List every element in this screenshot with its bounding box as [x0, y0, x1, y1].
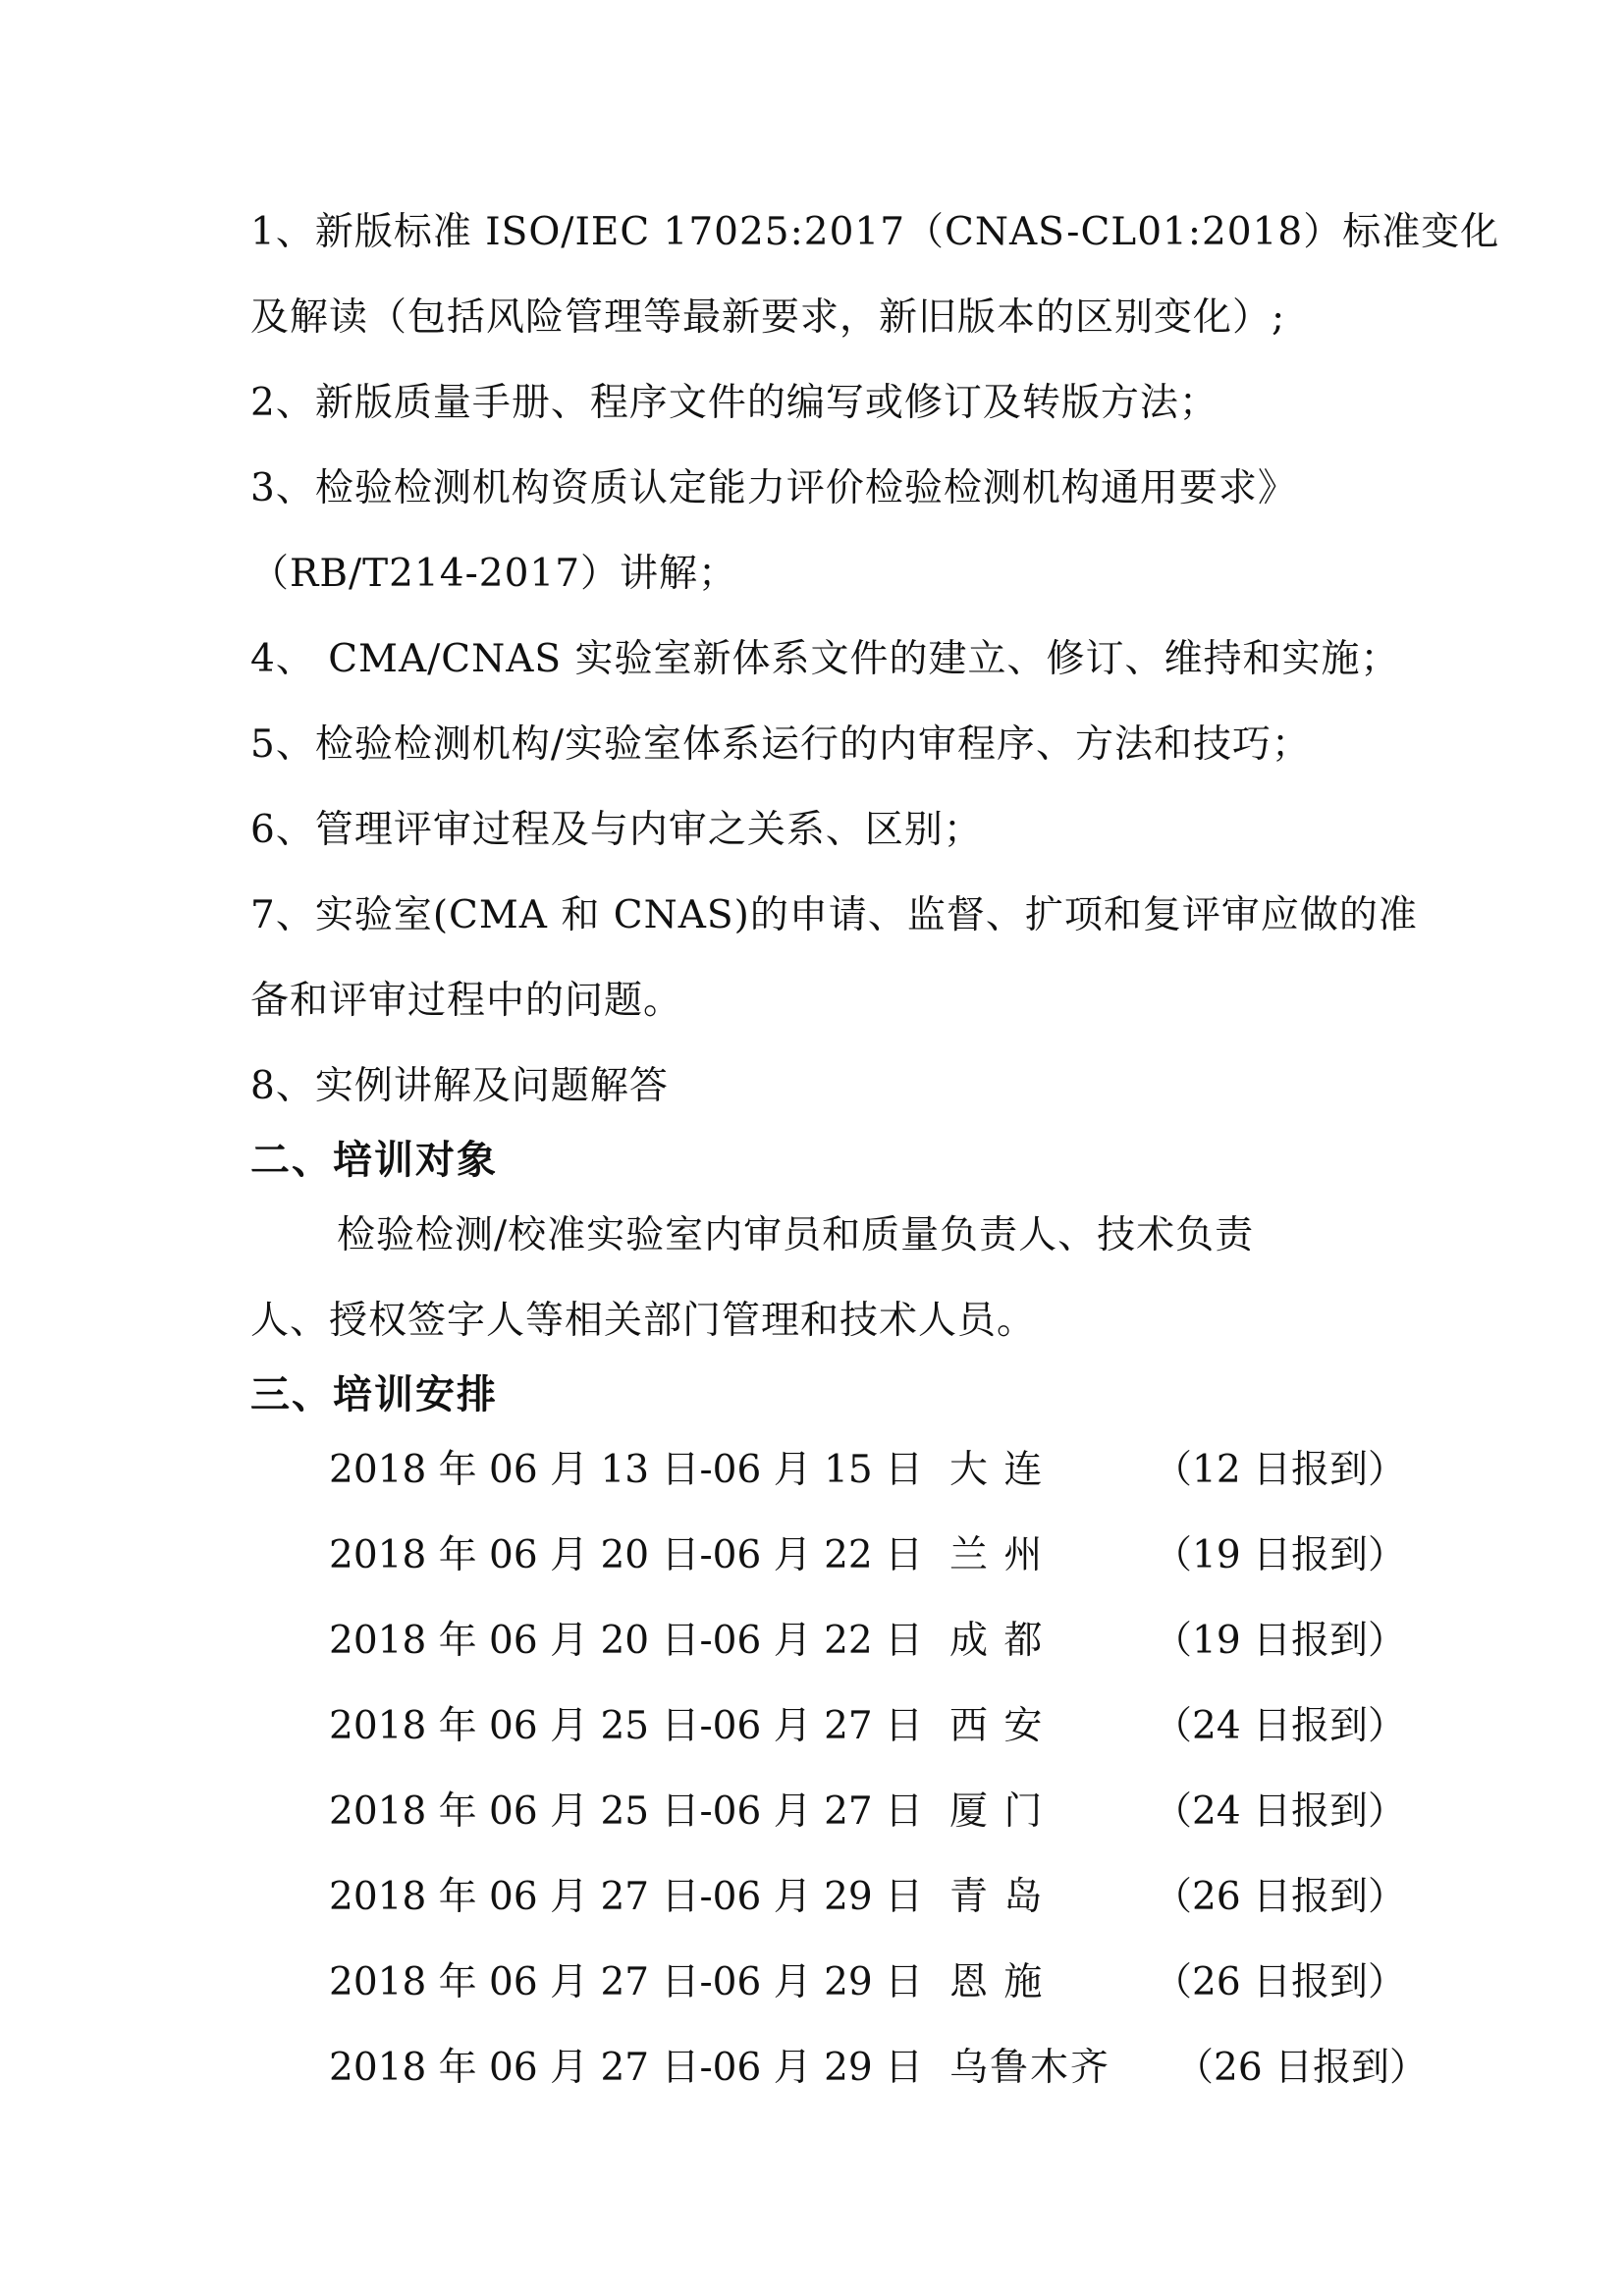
section-two-heading: 二、培训对象 [250, 1138, 498, 1183]
schedule-date: 2018 年 06 月 25 日-06 月 27 日 [329, 1704, 924, 1748]
schedule-checkin-note: （26 日报到） [1154, 1960, 1407, 2004]
content-item-7-cont: 备和评审过程中的问题。 [250, 979, 683, 1023]
schedule-row [329, 1789, 1419, 1836]
schedule-row [329, 1874, 1419, 1921]
schedule-date: 2018 年 06 月 20 日-06 月 22 日 [329, 1533, 924, 1577]
schedule-checkin-note: （19 日报到） [1154, 1533, 1407, 1577]
content-item-6: 6、管理评审过程及与内审之关系、区别； [250, 808, 983, 852]
schedule-date: 2018 年 06 月 27 日-06 月 29 日 [329, 2046, 924, 2090]
schedule-city: 恩 施 [949, 1960, 1045, 2004]
schedule-checkin-note: （12 日报到） [1154, 1448, 1407, 1492]
content-item-2: 2、新版质量手册、程序文件的编写或修订及转版方法； [250, 381, 1218, 425]
schedule-row [329, 1532, 1419, 1579]
schedule-city: 青 岛 [949, 1875, 1045, 1919]
schedule-city: 厦 门 [949, 1789, 1045, 1834]
content-item-5: 5、检验检测机构/实验室体系运行的内审程序、方法和技巧； [250, 722, 1311, 767]
content-item-3-cont: （RB/T214-2017）讲解； [250, 552, 738, 596]
schedule-date: 2018 年 06 月 27 日-06 月 29 日 [329, 1875, 924, 1919]
schedule-checkin-note: （26 日报到） [1175, 2046, 1429, 2090]
content-item-7: 7、实验室(CMA 和 CNAS)的申请、监督、扩项和复评审应做的准 [250, 893, 1418, 937]
schedule-date: 2018 年 06 月 25 日-06 月 27 日 [329, 1789, 924, 1834]
schedule-city: 兰 州 [949, 1533, 1045, 1577]
schedule-row [329, 1447, 1419, 1494]
schedule-checkin-note: （24 日报到） [1154, 1789, 1407, 1834]
schedule-checkin-note: （24 日报到） [1154, 1704, 1407, 1748]
schedule-date: 2018 年 06 月 27 日-06 月 29 日 [329, 1960, 924, 2004]
section-three-heading: 三、培训安排 [250, 1372, 498, 1417]
schedule-city: 大 连 [949, 1448, 1045, 1492]
section-two-body-line-2: 人、授权签字人等相关部门管理和技术人员。 [250, 1299, 1037, 1343]
schedule-city: 乌鲁木齐 [949, 2046, 1111, 2090]
schedule-city: 西 安 [949, 1704, 1045, 1748]
schedule-row [329, 1618, 1419, 1665]
schedule-checkin-note: （19 日报到） [1154, 1619, 1407, 1663]
content-item-1: 1、新版标准 ISO/IEC 17025:2017（CNAS-CL01:2018）标准变化 [250, 210, 1500, 254]
schedule-date: 2018 年 06 月 20 日-06 月 22 日 [329, 1619, 924, 1663]
schedule-row [329, 2045, 1429, 2092]
content-item-8: 8、实例讲解及问题解答 [250, 1064, 669, 1108]
content-item-4: 4、 CMA/CNAS 实验室新体系文件的建立、修订、维持和实施； [250, 637, 1400, 681]
schedule-date: 2018 年 06 月 13 日-06 月 15 日 [329, 1448, 924, 1492]
section-two-body-line-1: 检验检测/校准实验室内审员和质量负责人、技术负责 [337, 1213, 1255, 1257]
schedule-row [329, 1959, 1419, 2006]
content-item-3: 3、检验检测机构资质认定能力评价检验检测机构通用要求》 [250, 466, 1297, 510]
schedule-city: 成 都 [949, 1619, 1045, 1663]
content-item-1-cont: 及解读（包括风险管理等最新要求，新旧版本的区别变化）; [250, 295, 1286, 340]
schedule-checkin-note: （26 日报到） [1154, 1875, 1407, 1919]
schedule-row [329, 1703, 1419, 1750]
